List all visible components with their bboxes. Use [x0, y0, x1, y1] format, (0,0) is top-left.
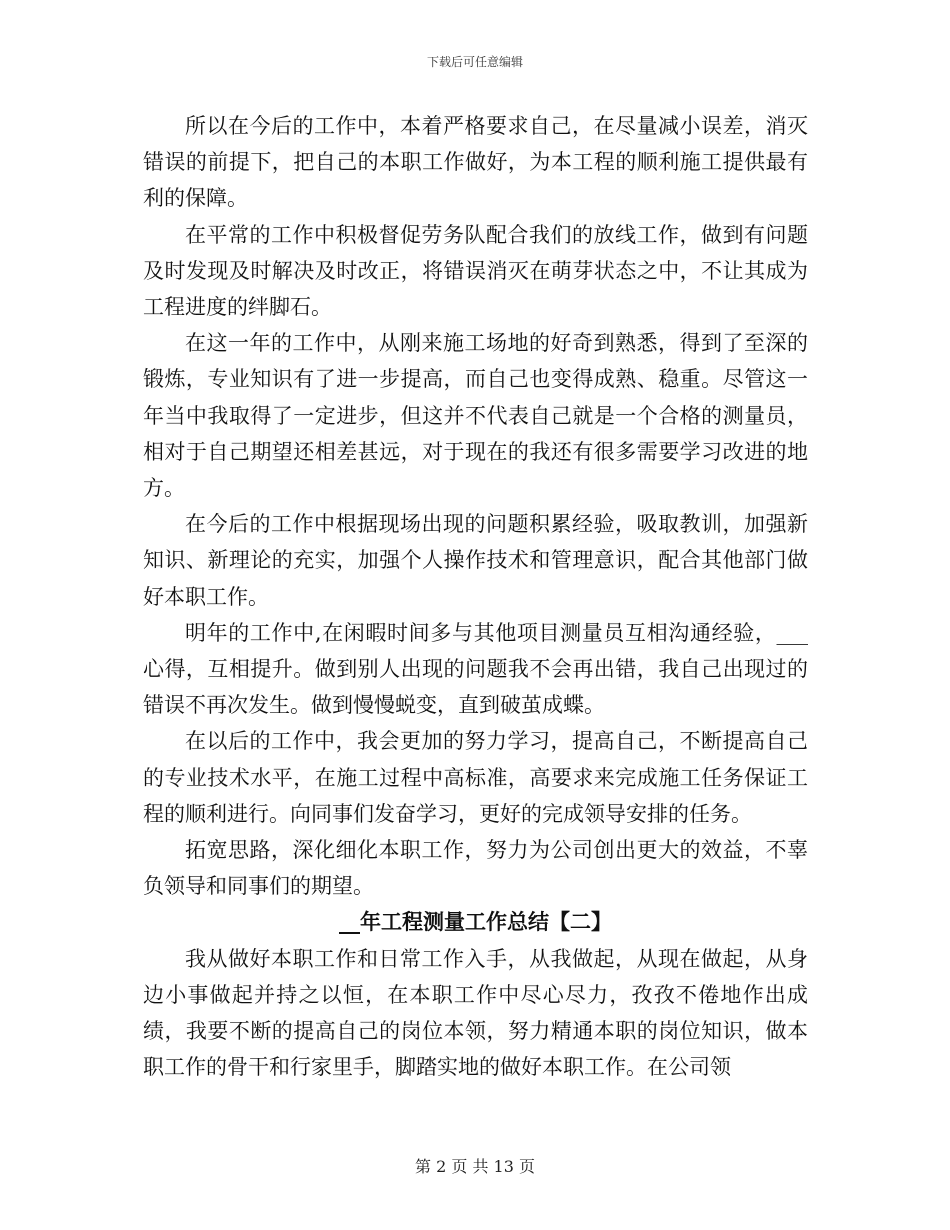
paragraph: 我从做好本职工作和日常工作入手，从我做起，从现在做起，从身边小事做起并持之以恒，在本职工作中尽心尽力，孜孜不倦地作出成绩，我要不断的提高自己的岗位本领，努力精通本职的岗位知识，做本职工作的骨干和行家里手，脚踏实地的做好本职工作。在公司领 — [143, 946, 808, 1080]
paragraph: 明年的工作中,在闲暇时间多与其他项目测量员互相沟通经验，___心得，互相提升。做到别人出现的问题我不会再出错，我自己出现过的错误不再次发生。做到慢慢蜕变，直到破茧成蝶。 — [143, 620, 808, 718]
document-body — [143, 108, 808, 1085]
paragraph: 在以后的工作中，我会更加的努力学习，提高自己，不断提高自己的专业技术水平，在施工过程中高标准，高要求来完成施工任务保证工程的顺利进行。向同事们发奋学习，更好的完成领导安排的任务。 — [143, 729, 808, 826]
paragraph: 拓宽思路，深化细化本职工作，努力为公司创出更大的效益，不辜负领导和同事们的期望。 — [143, 838, 808, 899]
paragraph: 在这一年的工作中，从刚来施工场地的好奇到熟悉，得到了至深的锻炼，专业知识有了进一步提高，而自己也变得成熟、稳重。尽管这一年当中我取得了一定进步，但这并不代表自己就是一个合格的测量员，相对于自己期望还相差甚远，对于现在的我还有很多需要学习改进的地方。 — [143, 331, 808, 501]
section-heading: __年工程测量工作总结【二】 — [339, 909, 612, 935]
page-header: 下载后可任意编辑 — [426, 55, 523, 69]
paragraph: 在今后的工作中根据现场出现的问题积累经验，吸取教训，加强新知识、新理论的充实，加强个人操作技术和管理意识，配合其他部门做好本职工作。 — [143, 512, 808, 609]
page-footer: 第 2 页 共 13 页 — [415, 1157, 535, 1176]
paragraph: 所以在今后的工作中，本着严格要求自己，在尽量减小误差，消灭错误的前提下，把自己的本职工作做好，为本工程的顺利施工提供最有利的保障。 — [143, 114, 808, 211]
paragraph: 在平常的工作中积极督促劳务队配合我们的放线工作，做到有问题及时发现及时解决及时改正，将错误消灭在萌芽状态之中，不让其成为工程进度的绊脚石。 — [143, 222, 808, 320]
